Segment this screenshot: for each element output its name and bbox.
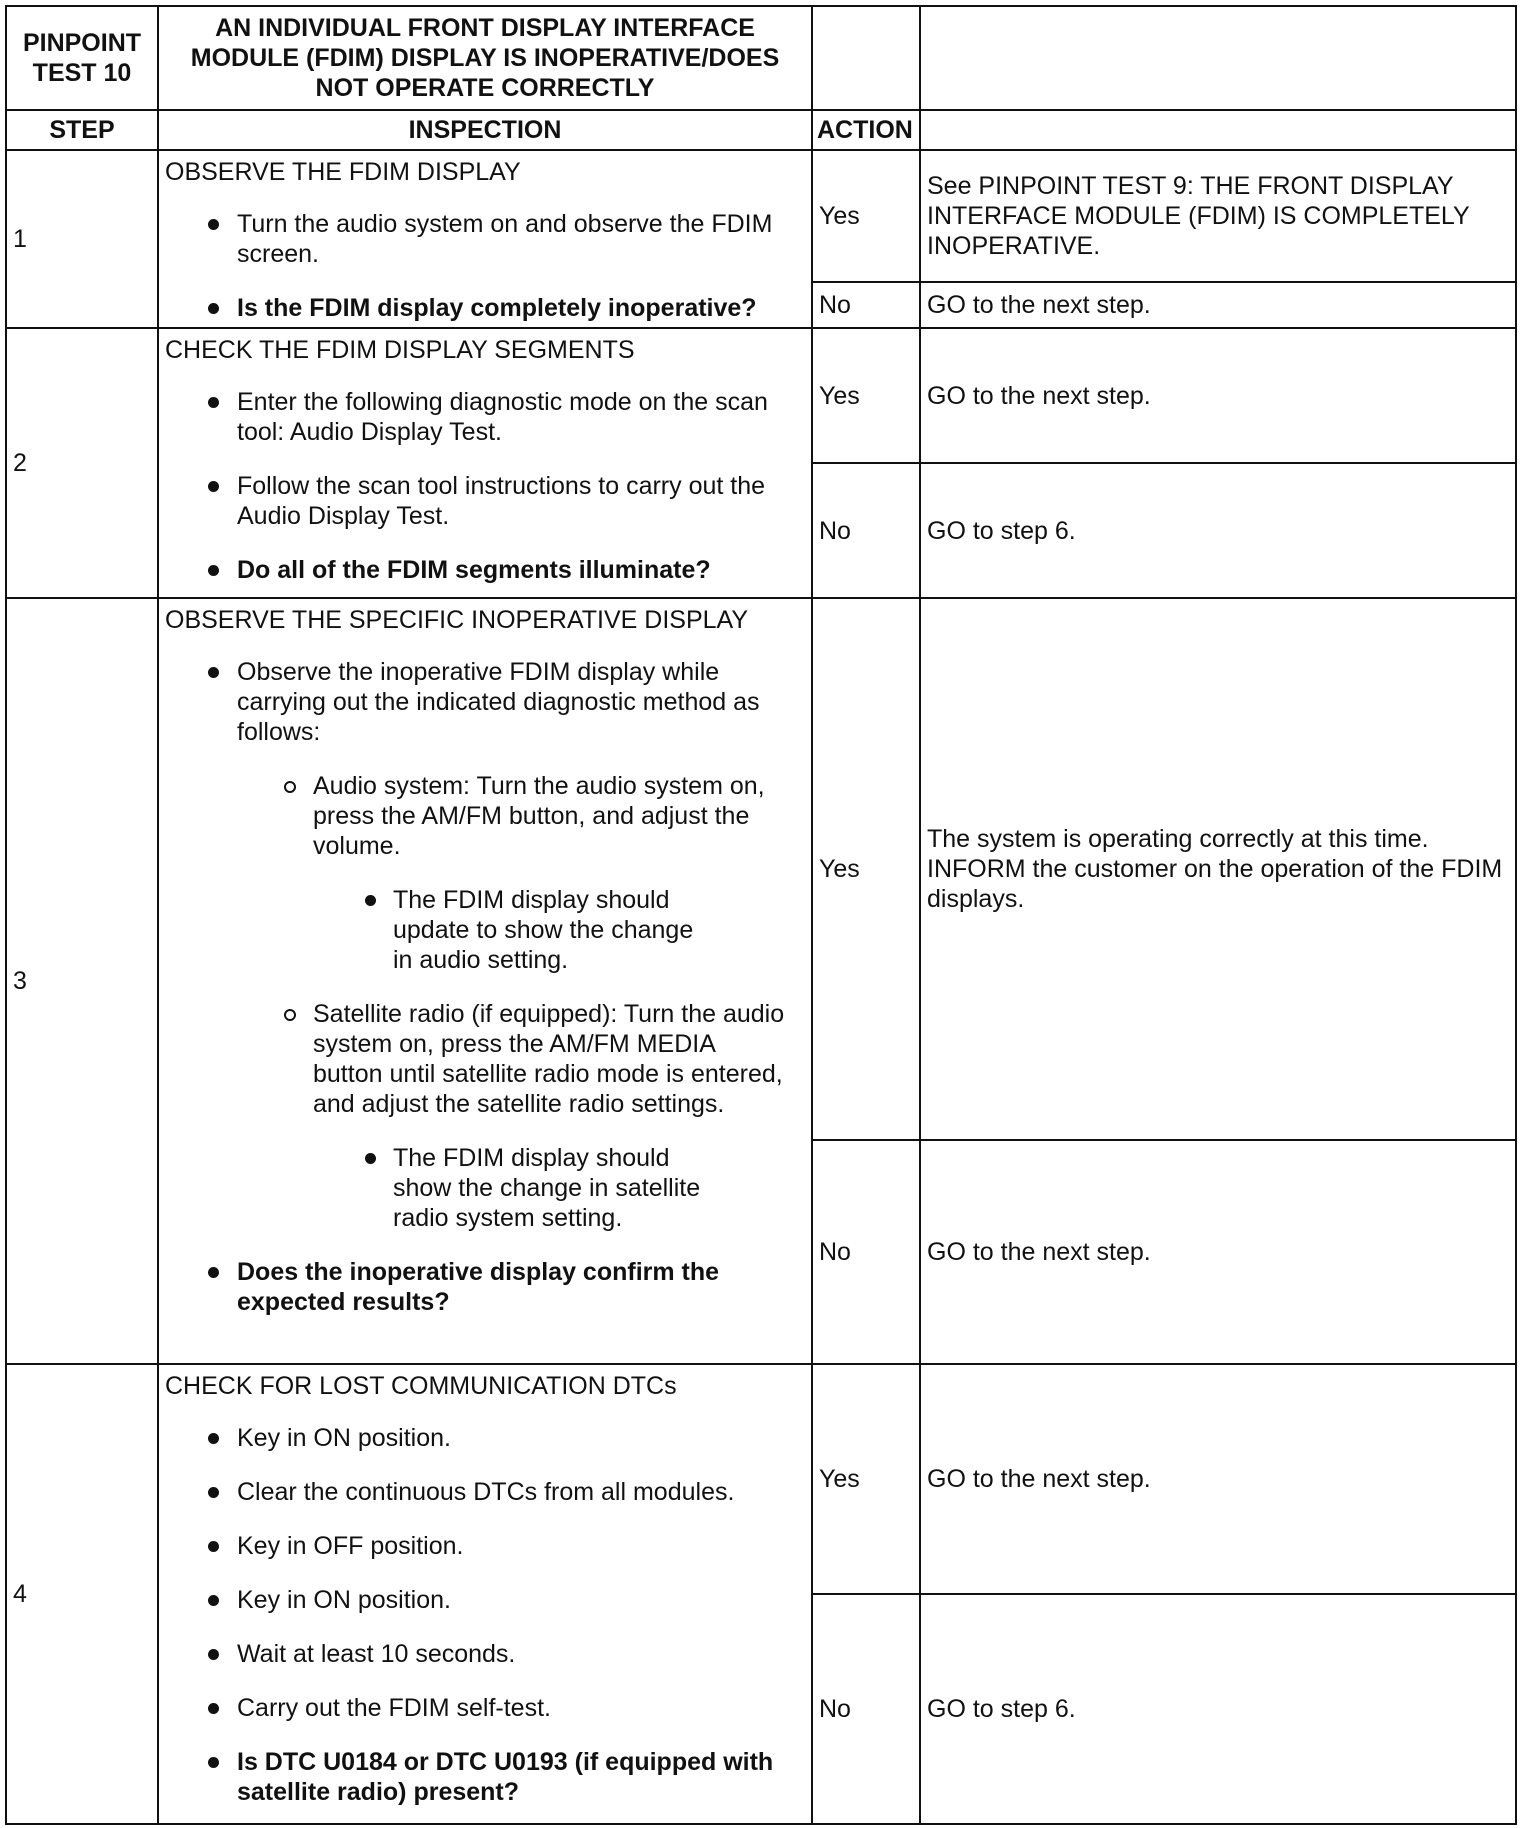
step-1-yes-row xyxy=(6,150,1516,282)
test-title: AN INDIVIDUAL FRONT DISPLAY INTERFACE MODULE (FDIM) DISPLAY IS INOPERATIVE/DOES NOT OPERATE CORRECTLY xyxy=(158,6,812,110)
no-result: GO to the next step. xyxy=(920,1140,1516,1364)
no-label: No xyxy=(812,463,920,598)
step-2-yes-row xyxy=(6,328,1516,463)
inspection-bullet: Follow the scan tool instructions to carry out the Audio Display Test. xyxy=(165,471,805,531)
yes-label: Yes xyxy=(812,598,920,1140)
inspection-column-header: INSPECTION xyxy=(158,110,812,150)
no-result: GO to the next step. xyxy=(920,282,1516,328)
no-label: No xyxy=(812,1140,920,1364)
step-heading: CHECK THE FDIM DISPLAY SEGMENTS xyxy=(165,336,635,364)
step-heading: OBSERVE THE FDIM DISPLAY xyxy=(165,158,521,186)
inspection-bullet: Enter the following diagnostic mode on the scan tool: Audio Display Test. xyxy=(165,387,805,447)
step-number: 1 xyxy=(6,150,158,328)
step-4-inspection xyxy=(158,1364,812,1824)
step-number: 3 xyxy=(6,598,158,1364)
pinpoint-test-table xyxy=(5,5,1517,1825)
yes-result: The system is operating correctly at this time. INFORM the customer on the operation of the FDIM displays. xyxy=(920,598,1516,1140)
method-note: The FDIM display should update to show the change in audio setting. xyxy=(165,885,805,975)
inspection-bullet: Carry out the FDIM self-test. xyxy=(165,1693,805,1723)
inspection-question: Do all of the FDIM segments illuminate? xyxy=(165,555,805,585)
inspection-question: Is the FDIM display completely inoperative? xyxy=(165,293,805,323)
no-result: GO to step 6. xyxy=(920,1594,1516,1824)
pinpoint-label: PINPOINT TEST 10 xyxy=(6,6,158,110)
inspection-bullet: Key in ON position. xyxy=(165,1423,805,1453)
title-row xyxy=(6,6,1516,110)
yes-label: Yes xyxy=(812,1364,920,1594)
column-header-row xyxy=(6,110,1516,150)
no-label: No xyxy=(812,282,920,328)
inspection-bullet: Observe the inoperative FDIM display while carrying out the indicated diagnostic method as follows: xyxy=(165,657,805,747)
step-4-yes-row xyxy=(6,1364,1516,1594)
action-column-header: ACTION xyxy=(812,110,920,150)
step-3-yes-row xyxy=(6,598,1516,1140)
step-heading: OBSERVE THE SPECIFIC INOPERATIVE DISPLAY xyxy=(165,606,749,634)
yes-result: GO to the next step. xyxy=(920,328,1516,463)
inspection-question: Is DTC U0184 or DTC U0193 (if equipped with satellite radio) present? xyxy=(165,1747,805,1807)
title-blank-cell xyxy=(920,6,1516,110)
method-note: The FDIM display should show the change in satellite radio system setting. xyxy=(165,1143,805,1233)
step-3-inspection xyxy=(158,598,812,1364)
no-result: GO to step 6. xyxy=(920,463,1516,598)
inspection-question: Does the inoperative display confirm the expected results? xyxy=(165,1257,805,1317)
pinpoint-test-page xyxy=(5,5,1517,1825)
inspection-bullet: Key in OFF position. xyxy=(165,1531,805,1561)
method-item: Audio system: Turn the audio system on, press the AM/FM button, and adjust the volume. xyxy=(165,771,805,861)
yes-result: GO to the next step. xyxy=(920,1364,1516,1594)
inspection-bullet: Turn the audio system on and observe the FDIM screen. xyxy=(165,209,805,269)
method-item: Satellite radio (if equipped): Turn the audio system on, press the AM/FM MEDIA button until satellite radio mode is entered, and adjust the satellite radio settings. xyxy=(165,999,805,1119)
yes-label: Yes xyxy=(812,150,920,282)
step-1-inspection xyxy=(158,150,812,328)
result-column-header xyxy=(920,110,1516,150)
step-number: 4 xyxy=(6,1364,158,1824)
title-blank-cell xyxy=(812,6,920,110)
no-label: No xyxy=(812,1594,920,1824)
yes-result: See PINPOINT TEST 9: THE FRONT DISPLAY INTERFACE MODULE (FDIM) IS COMPLETELY INOPERATIVE. xyxy=(920,150,1516,282)
step-2-inspection xyxy=(158,328,812,598)
step-number: 2 xyxy=(6,328,158,598)
inspection-bullet: Wait at least 10 seconds. xyxy=(165,1639,805,1669)
step-heading: CHECK FOR LOST COMMUNICATION DTCs xyxy=(165,1372,677,1400)
yes-label: Yes xyxy=(812,328,920,463)
inspection-bullet: Clear the continuous DTCs from all modules. xyxy=(165,1477,805,1507)
inspection-bullet: Key in ON position. xyxy=(165,1585,805,1615)
step-column-header: STEP xyxy=(6,110,158,150)
